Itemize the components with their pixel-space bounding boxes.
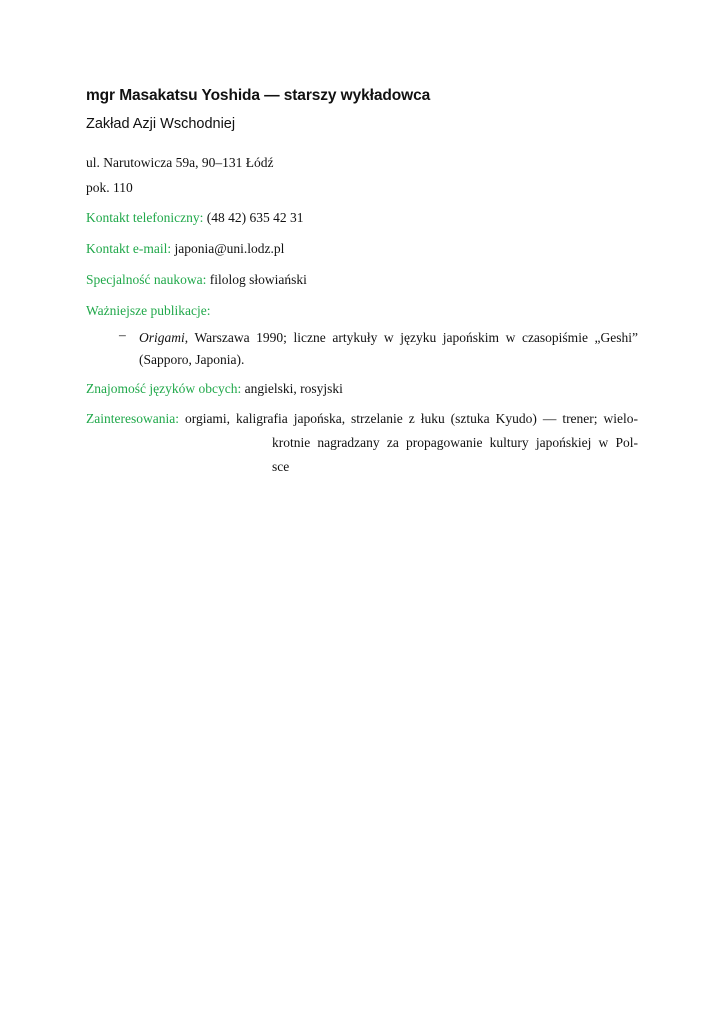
interests-row [86, 411, 638, 427]
interests-line-1: orgiami, kaligrafia japońska, strzelanie z łuku (sztuka Kyudo) — trener; wielo- [178, 411, 638, 426]
email-value[interactable]: japonia@uni.lodz.pl [171, 241, 285, 256]
publication-bullet: – [119, 327, 126, 342]
publication-item [139, 327, 638, 371]
interests-label: Zainteresowania: [86, 411, 179, 426]
phone-row [86, 210, 303, 226]
phone-value: (48 42) 635 42 31 [203, 210, 304, 225]
languages-label: Znajomość języków obcych: [86, 381, 242, 396]
specialty-label: Specjalność naukowa: [86, 272, 207, 287]
interests-line-2: krotnie nagradzany za propagowanie kultury japońskiej w Pol- [272, 435, 638, 450]
email-row [86, 241, 284, 257]
publication-title: Origami [139, 330, 185, 345]
languages-row [86, 381, 343, 397]
email-label: Kontakt e-mail: [86, 241, 172, 256]
address-street: ul. Narutowicza 59a, 90–131 Łódź [86, 155, 274, 170]
department-name: Zakład Azji Wschodniej [86, 116, 236, 132]
phone-label: Kontakt telefoniczny: [86, 210, 204, 225]
interests-line-3: sce [272, 459, 290, 474]
publication-details: , Warszawa 1990; liczne artykuły w języku japońskim w czasopiśmie „Geshi” (Sapporo, Japonia). [139, 330, 638, 367]
publications-label: Ważniejsze publikacje: [86, 303, 211, 318]
page-title: mgr Masakatsu Yoshida — starszy wykładowca [86, 87, 431, 104]
specialty-row [86, 272, 307, 288]
address-room: pok. 110 [86, 180, 133, 195]
specialty-value: filolog słowiański [206, 272, 307, 287]
languages-value: angielski, rosyjski [241, 381, 343, 396]
